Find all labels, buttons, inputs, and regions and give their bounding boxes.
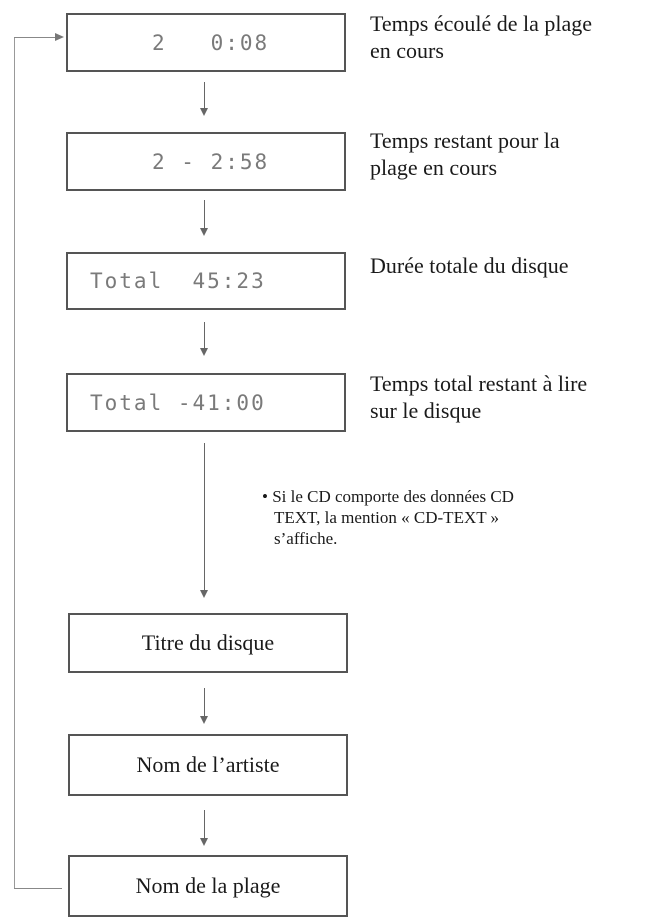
flow-arrow-line: [204, 443, 205, 593]
flow-arrow-line: [204, 688, 205, 718]
disc-title-box: [68, 613, 348, 673]
artist-name-box: [68, 734, 348, 796]
flow-arrow-line: [204, 82, 205, 110]
lcd-box-elapsed-track: [66, 13, 346, 72]
lcd-box-total-remaining: [66, 373, 346, 432]
loop-line-top: [14, 37, 58, 38]
lcd-display: 2 - 2:58: [152, 150, 270, 174]
loop-line-vertical: [14, 37, 15, 889]
cd-text-note: • Si le CD comporte des données CD TEXT, la mention « CD-TEXT » s’affiche.: [262, 487, 514, 548]
lcd-display: 2 0:08: [152, 31, 270, 55]
description-total-disc: Durée totale du disque: [370, 253, 569, 278]
lcd-display: Total 45:23: [90, 269, 266, 293]
flow-arrow-line: [204, 322, 205, 350]
description-remaining-track: Temps restant pour la plage en cours: [370, 128, 560, 180]
arrow-down-icon: [200, 590, 208, 598]
description-total-remaining: Temps total restant à lire sur le disque: [370, 371, 588, 423]
loop-arrow-icon: [55, 33, 64, 41]
arrow-down-icon: [200, 838, 208, 846]
arrow-down-icon: [200, 716, 208, 724]
lcd-display: Total -41:00: [90, 391, 266, 415]
description-elapsed-track: Temps écoulé de la plage en cours: [370, 11, 593, 63]
bullet-icon: •: [262, 487, 268, 506]
artist-name-label: Nom de l’artiste: [136, 752, 280, 777]
lcd-box-total-disc: [66, 252, 346, 310]
track-name-label: Nom de la plage: [135, 873, 281, 898]
flow-arrow-line: [204, 810, 205, 840]
arrow-down-icon: [200, 228, 208, 236]
loop-line-bottom: [14, 888, 62, 889]
lcd-box-remaining-track: [66, 132, 346, 191]
track-name-box: [68, 855, 348, 917]
arrow-down-icon: [200, 348, 208, 356]
disc-title-label: Titre du disque: [141, 630, 275, 655]
arrow-down-icon: [200, 108, 208, 116]
flow-arrow-line: [204, 200, 205, 230]
